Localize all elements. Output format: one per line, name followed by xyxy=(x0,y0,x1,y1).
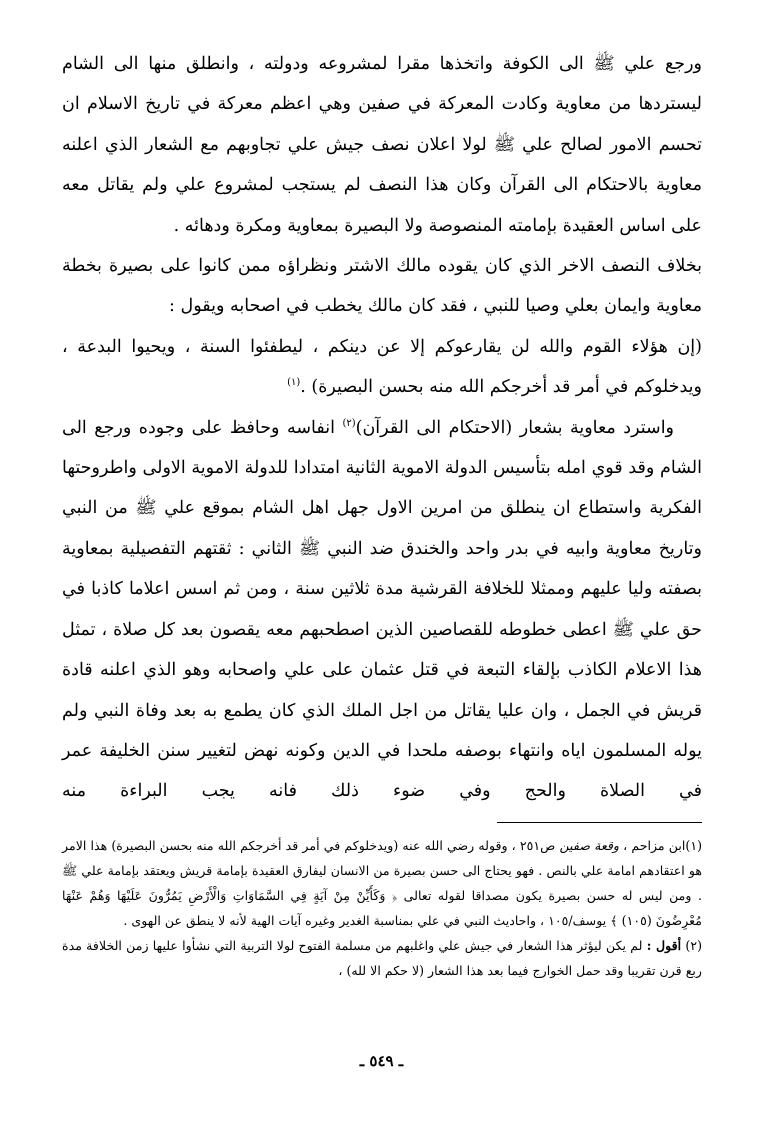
main-text xyxy=(62,44,702,812)
paragraph-1 xyxy=(62,44,702,246)
footnote-2-number: (٢) xyxy=(685,937,702,953)
footnote-2 xyxy=(62,933,702,983)
footnote-1-text: ص٢٥١ ، وقوله رضي الله عنه (ويدخلوكم في أمر قد أخرجكم الله منه بحسن البصيرة) هذا الامر هو اعتقادهم امامة علي بالنص . فهو يحتاج الى حسن بصيرة من الانسان ليفارق العقيدة بإمامة قريش ويعتقد بإمامة علي ﷺ . ومن ليس له حسن بصيرة يكون مصداقا لقوله تعالى ﴿ وَكَأَيِّنْ مِنْ آيَةٍ فِي السَّمَاوَاتِ وَالْأَرْضِ يَمُرُّونَ عَلَيْهَا وَهُمْ عَنْهَا مُعْرِضُونَ (١٠٥) ﴾ يوسف/١٠٥ ، واحاديث النبي في علي بمناسبة الغدير وغيره آيات الهية لأنه لا ينطق عن الهوى . xyxy=(62,837,702,928)
footnote-2-label: أقول : xyxy=(646,937,682,953)
paragraph-3 xyxy=(62,327,702,408)
footnote-divider xyxy=(497,822,702,823)
footnote-1-author: ابن مزاحم ، xyxy=(619,837,686,853)
footnote-ref-1[interactable]: (١) xyxy=(287,377,301,389)
paragraph-2-text: بخلاف النصف الاخر الذي كان يقوده مالك الاشتر ونظراؤه ممن كانوا على بصيرة بخطة معاوية وايمان بعلي وصيا للنبي ، فقد كان مالك يخطب في اصحابه ويقول : xyxy=(62,256,702,317)
page-number: ـ ٥٤٩ ـ xyxy=(359,1052,404,1070)
footnote-ref-2[interactable]: (٢) xyxy=(342,417,356,429)
footnote-1-book-title: وقعة صفين xyxy=(559,837,620,853)
footnote-1 xyxy=(62,833,702,933)
footnotes xyxy=(62,833,702,983)
page-content xyxy=(62,44,702,983)
paragraph-4-text-b: انفاسه وحافظ على وجوده ورجع الى الشام وقد قوي امله بتأسيس الدولة الاموية الثانية امتدادا للدولة الاموية الاولى واطروحتها الفكرية واستطاع ان ينطلق من امرين الاول جهل اهل الشام بموقع علي ﷺ من النبي وتاريخ معاوية وابيه في بدر واحد والخندق ضد النبي ﷺ الثاني : ثقتهم التفصيلية بمعاوية بصفته وليا عليهم وممثلا للخلافة القرشية مدة ثلاثين سنة ، ومن ثم اسس اعلاما كاذبا في حق علي ﷺ اعطى خطوطه للقصاصين الذين اصطحبهم معه يقصون بعد كل صلاة ، تمثل هذا الاعلام الكاذب بإلقاء التبعة في قتل عثمان على علي واصحابه وهو الذي اعلنه قادة قريش في الجمل ، وان عليا يقاتل من اجل الملك الذي كان يطمع به بعد وفاة النبي ولم يوله المسلمون اياه وانتهاء بوصفه ملحدا في الدين وكونه نهض لتغيير سنن الخليفة عمر في الصلاة والحج وفي ضوء ذلك فانه يجب البراءة منه xyxy=(62,417,702,802)
paragraph-4-text-a: واسترد معاوية بشعار (الاحتكام الى القرآن) xyxy=(355,417,675,438)
paragraph-4 xyxy=(62,408,702,812)
footnote-2-text: لم يكن ليؤثر هذا الشعار في جيش علي واغلبهم من مسلمة الفتوح لولا التربية التي نشأوا عليها زمن الخلافة مدة ربع قرن تقريبا وقد حمل الخوارج فيما بعد هذا الشعار (لا حكم الا لله) ، xyxy=(62,937,702,978)
paragraph-3-text: (إن هؤلاء القوم والله لن يقارعوكم إلا عن دينكم ، ليطفئوا السنة ، ويحيوا البدعة ، ويدخلوكم في أمر قد أخرجكم الله منه بحسن البصيرة) . xyxy=(62,336,702,398)
paragraph-2 xyxy=(62,246,702,327)
paragraph-1-text: ورجع علي ﷺ الى الكوفة واتخذها مقرا لمشروعه ودولته ، وانطلق منها الى الشام ليستردها من معاوية وكادت المعركة في صفين وهي اعظم معركة في تاريخ الاسلام ان تحسم الامور لصالح علي ﷺ لولا اعلان نصف جيش علي تجاوبهم مع الشعار الذي اعلنه معاوية بالاحتكام الى القرآن وكان هذا النصف لم يستجب لمشروع علي ولم يقاتل معه على اساس العقيدة بإمامته المنصوصة ولا البصيرة بمعاوية ومكرة ودهائه . xyxy=(62,54,702,236)
footnote-1-number: (١) xyxy=(685,837,702,853)
